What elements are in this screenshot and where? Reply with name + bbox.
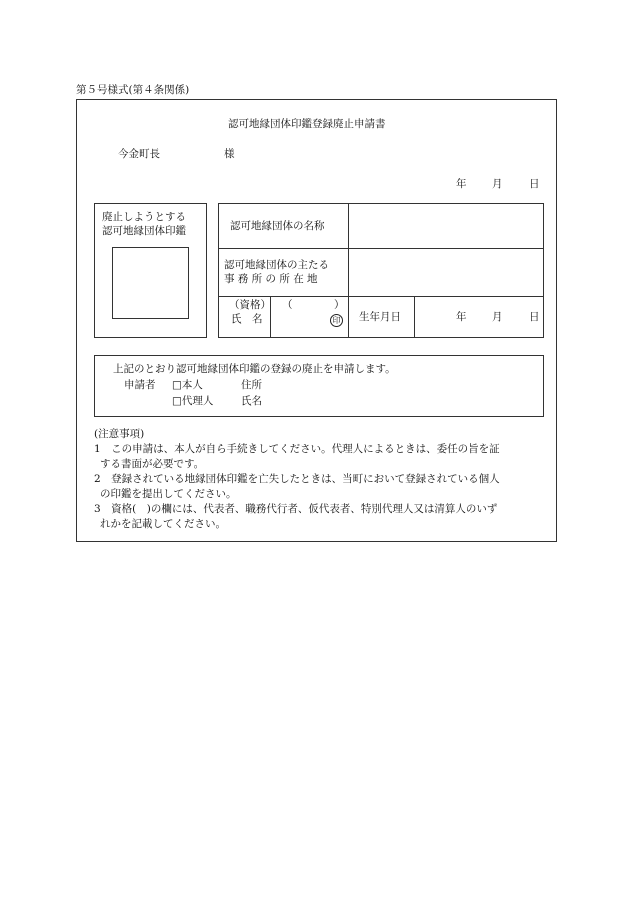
addressee-honorific: 様 [224,148,235,160]
birthdate-month-label: 月 [492,311,503,323]
addressee-name: 今金町長 [118,148,160,160]
note-3-line1: 3 資格( )の欄には、代表者、職務代行者、仮代表者、特別代理人又は清算人のいず [94,503,498,515]
applicant-self-checkbox[interactable]: □本人 [172,379,203,391]
applicant-name-label: 氏名 [241,395,262,407]
office-address-label-line2: 事 務 所 の 所 在 地 [224,273,318,285]
note-1-line2: する書面が必要です。 [100,458,205,470]
qualification-paren-open: （ [282,299,293,311]
applicant-agent-checkbox[interactable]: □代理人 [172,395,214,407]
office-address-label-line1: 認可地縁団体の主たる [224,259,329,271]
date-day-label: 日 [529,178,540,190]
seal-box-label-line2: 認可地縁団体印鑑 [102,225,186,237]
table-row-divider [218,296,544,297]
form-number-label: 第５号様式(第４条関係) [76,84,190,96]
name-label: 氏 名 [231,313,263,325]
note-3-line2: れかを記載してください。 [100,518,226,530]
applicant-address-label: 住所 [241,379,262,391]
org-name-label: 認可地縁団体の名称 [230,220,325,232]
notes-heading: (注意事項) [94,428,145,440]
form-title: 認可地縁団体印鑑登録廃止申請書 [228,118,386,130]
seal-box-label-line1: 廃止しようとする [102,211,186,223]
office-address-field[interactable] [350,250,542,294]
org-name-field[interactable] [350,205,542,246]
birthdate-year-label: 年 [456,311,467,323]
date-month-label: 月 [492,178,503,190]
application-statement: 上記のとおり認可地縁団体印鑑の登録の廃止を申請します。 [113,363,396,375]
qualification-label: （資格） [229,299,271,311]
note-2-line1: 2 登録されている地縁団体印鑑を亡失したときは、当町において登録されている個人 [94,473,500,485]
applicant-label: 申請者 [124,379,156,391]
seal-mark-icon: 印 [330,314,343,327]
table-col-divider [348,203,349,338]
birthdate-label: 生年月日 [359,311,401,323]
table-row-divider [218,248,544,249]
table-col-divider [414,296,415,338]
birthdate-day-label: 日 [529,311,540,323]
note-1-line1: 1 この申請は、本人が自ら手続きしてください。代理人によるときは、委任の旨を証 [94,443,500,455]
note-2-line2: の印鑑を提出してください。 [100,488,237,500]
qualification-paren-close: ） [334,299,345,311]
seal-impression-area[interactable] [112,247,189,319]
date-year-label: 年 [456,178,467,190]
